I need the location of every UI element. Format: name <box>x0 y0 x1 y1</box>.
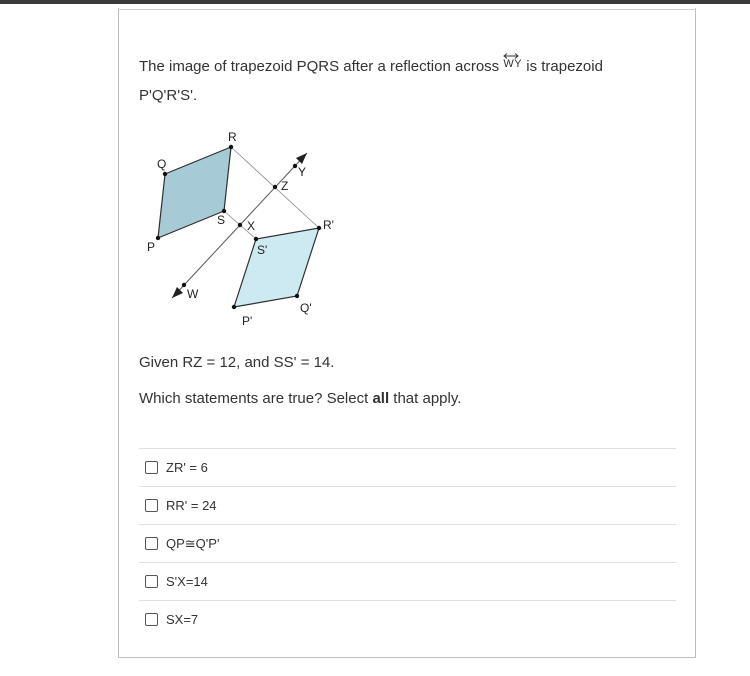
label-r-prime: R' <box>323 218 334 232</box>
option-label: ZR' = 6 <box>166 460 208 475</box>
label-r: R <box>228 130 237 144</box>
checkbox-icon[interactable] <box>145 575 158 588</box>
vertex-s-prime <box>254 237 258 241</box>
option-label: RR' = 24 <box>166 498 217 513</box>
option-4[interactable] <box>139 562 676 600</box>
vertex-q <box>163 172 167 176</box>
label-s-prime: S' <box>257 243 268 257</box>
question-bold: all <box>372 390 390 407</box>
label-s: S <box>217 213 226 227</box>
vertex-r-prime <box>317 226 321 230</box>
checkbox-icon[interactable] <box>145 613 158 626</box>
label-z: Z <box>281 179 289 193</box>
label-q: Q <box>157 157 167 171</box>
option-label: QP≅Q'P' <box>166 535 220 551</box>
prompt-text-1: The image of trapezoid PQRS after a reflection across <box>139 58 504 75</box>
prompt-text-3: P'Q'R'S'. <box>139 87 198 104</box>
label-q-prime: Q' <box>300 301 312 315</box>
top-bar <box>0 0 750 4</box>
question-prompt <box>139 52 639 110</box>
card-divider <box>118 9 696 10</box>
question-part-2: that apply. <box>389 390 462 407</box>
checkbox-icon[interactable] <box>145 537 158 550</box>
point-w <box>182 283 186 287</box>
label-p: P <box>147 240 156 254</box>
option-2[interactable] <box>139 486 676 524</box>
line-name: WY <box>503 58 523 70</box>
option-3[interactable] <box>139 524 676 562</box>
checkbox-icon[interactable] <box>145 461 158 474</box>
vertex-r <box>229 145 233 149</box>
question-part-1: Which statements are true? Select <box>139 390 373 407</box>
given-statement: Given RZ = 12, and SS' = 14. <box>139 354 335 371</box>
reflection-diagram <box>139 125 359 335</box>
label-x: X <box>247 219 256 233</box>
point-z <box>273 185 277 189</box>
double-arrow-icon <box>503 52 519 60</box>
question-text <box>139 390 461 407</box>
label-w: W <box>187 287 199 301</box>
vertex-p <box>156 236 160 240</box>
point-x <box>238 223 242 227</box>
point-y <box>293 164 297 168</box>
answer-options <box>139 448 676 638</box>
trapezoid-pqrs-prime <box>234 228 319 307</box>
option-5[interactable] <box>139 600 676 638</box>
label-p-prime: P' <box>242 314 253 328</box>
checkbox-icon[interactable] <box>145 499 158 512</box>
line-wy-notation <box>503 59 522 70</box>
option-label: SX=7 <box>166 612 199 627</box>
vertex-q-prime <box>295 294 299 298</box>
prompt-text-2: is trapezoid <box>522 58 603 75</box>
label-y: Y <box>298 165 307 179</box>
vertex-p-prime <box>232 305 236 309</box>
option-label: S'X=14 <box>166 574 208 589</box>
option-1[interactable] <box>139 448 676 486</box>
